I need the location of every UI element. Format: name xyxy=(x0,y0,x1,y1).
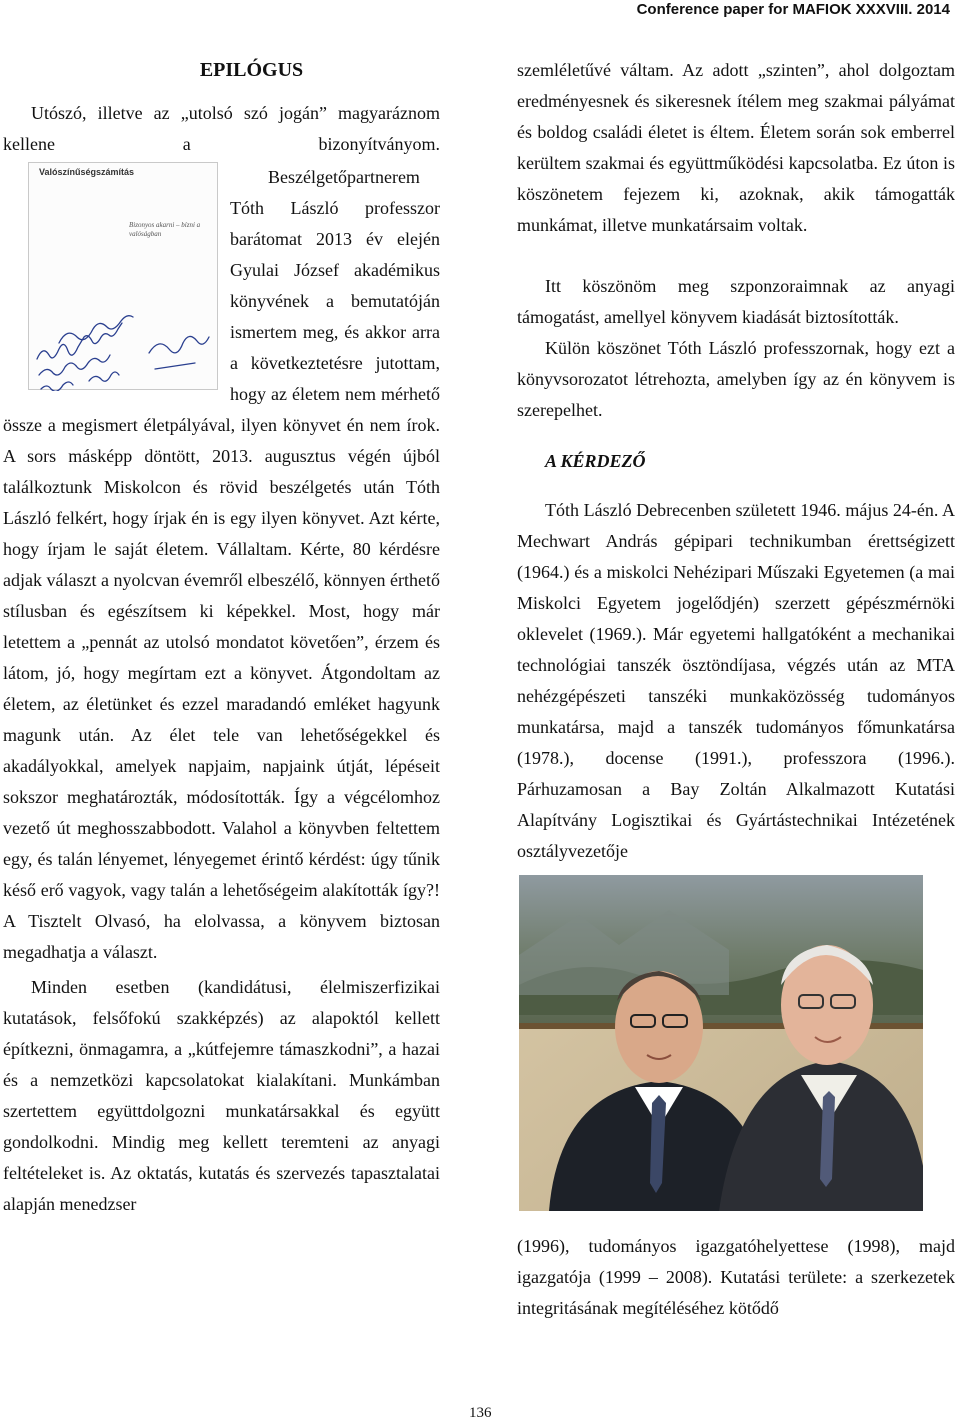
section-heading: A KÉRDEZŐ xyxy=(545,451,646,471)
experience-paragraph: Minden esetben (kandidátusi, élelmiszerfizikai kutatások, felsőfokú szakképzés) az alapoktól kellett építkezni, önmagamra, a „kútfejemre támaszkodni”, a hazai és a nemzetközi kapcsolatokat kialakítani. Munkámban szertettem együttdolgozni munkatársakkal és együtt gondolkodni. Mindig meg kellett teremteni az anyagi feltételeket is. Az oktatás, kutatás és szervezés tapasztalatai alapján menedzser xyxy=(3,977,440,1214)
page-title: EPILÓGUS xyxy=(199,59,304,81)
main-paragraph: Beszélgetőpartnerem Tóth László professzor barátomat 2013 év elején Gyulai József akadémikus könyvének a bemutatóján ismertem meg, és akkor arra a következtetésre jutottam, hogy az életem nem mérhető össze a megismert életpályával, ilyen könyvet én nem írok. A sors másképp döntött, 2013. augusztus végén újból találkoztunk Miskolcon és rövid beszélgetés után Tóth László felkért, hogy írjak én is egy ilyen könyvet. Azt kérte, hogy írjam le saját életem. Vállaltam. Kérte, 80 kérdésre adjak választ a nyolcvan évemről elbeszélő, könnyen érthető stílusban és egészítsem ki képekkel. Most, hogy már letettem a „pennát az utolsó mondatot követően”, érzem és látom, jó, hogy megírtam ezt a könyvet. Átgondoltam az életem, az életünket és ezzel maradandó emléket hagyunk magunk után. Az élet tele van lehetőségekkel és akadályokkal, amelyek napjaim, napjaink útját, lépéseit sokszor meghatározták, módosították. Így a végcélomhoz vezető út meghosszabbodott. Valahol a könyvben feltettem egy, és talán lényemet, lényegemet érintő kérdést: úgy tűnik késő erő vagyok, vagy talán a lehetőségeim alakították így?! A Tisztelt Olvasó, ha elolvassa, a könyvem biztosan megadhatja a választ. xyxy=(3,167,440,962)
handwritten-dedication xyxy=(29,163,219,391)
biography-continued: (1996), tudományos igazgatóhelyettese (1998), majd igazgatója (1999 – 2008). Kutatási területe: a szerkezetek integritásának megítéléséhez kötődő xyxy=(517,1236,955,1318)
portrait-photo xyxy=(519,875,923,1211)
page-number: 136 xyxy=(469,1405,492,1421)
right-column xyxy=(517,55,955,1324)
cover-subtitle: Bizonyos akarni – bízni a valóságban xyxy=(129,221,201,238)
left-column xyxy=(3,55,440,1220)
photo-two-men xyxy=(519,875,923,1211)
biography-paragraph: Tóth László Debrecenben született 1946. május 24-én. A Mechwart András gépipari technikumban érettségizett (1964.) és a miskolci Nehézipari Műszaki Egyetemen (a mai Miskolci Egyetem jogelődjén) szerzett gépészmérnöki oklevelet (1969.). Már egyetemi hallgatóként a mechanikai technológiai tanszék ösztöndíjasa, végzés után az MTA nehézgépészeti tanszéki munkaközösség tudományos munkatársa, majd a tanszék tudományos főmunkatársa (1978.), docense (1991.), professzora (1996.). Párhuzamosan a Bay Zoltán Alkalmazott Kutatási Alapítvány Logisztikai és Gyártástechnikai Intézetének osztályvezetője xyxy=(517,500,955,861)
thanks-paragraph: Külön köszönet Tóth László professzornak, hogy ezt a könyvsorozatot létrehozta, amelyben így az én könyvem is szerepelhet. xyxy=(517,338,955,420)
book-cover-image xyxy=(28,162,218,390)
sponsor-paragraph: Itt köszönöm meg szponzoraimnak az anyagi támogatást, amellyel könyvem kiadását biztosították. xyxy=(517,276,955,327)
closing-paragraph: szemléletűvé váltam. Az adott „szinten”, ahol dolgoztam eredményesnek és sikeresnek ítélem meg szakmai pályámat és boldog családi életet is éltem. Életem során sok emberrel kerültem szakmai és együttműködési kapcsolatba. Ez úton is köszönetem fejezem ki, azoknak, akik támogatták munkámat, illetve munkatársaim voltak. xyxy=(517,60,955,235)
cover-title: Valószínűségszámítás xyxy=(39,167,135,177)
spacer xyxy=(517,241,955,271)
running-header: Conference paper for MAFIOK XXXVIII. 2014 xyxy=(636,1,950,18)
intro-paragraph: Utószó, illetve az „utolsó szó jogán” magyaráznom kellene a bizonyítványom. xyxy=(3,103,440,154)
